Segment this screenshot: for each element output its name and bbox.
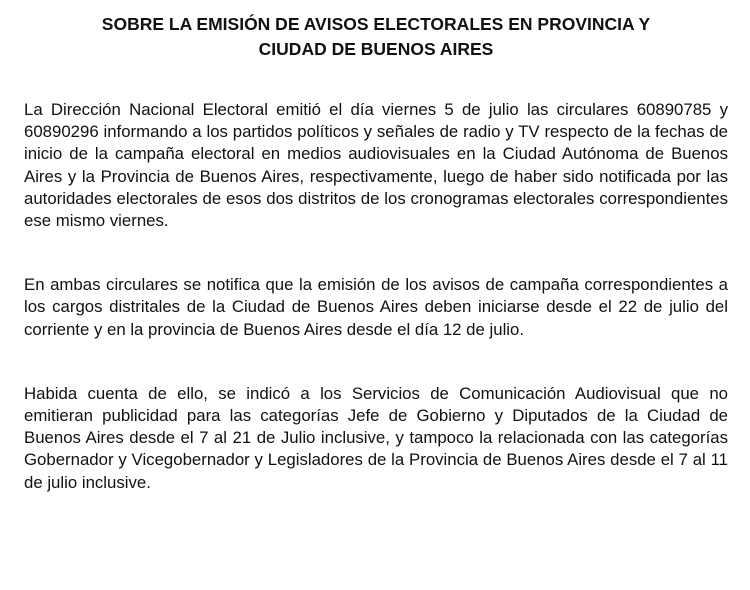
title-line-2: CIUDAD DE BUENOS AIRES (258, 39, 494, 59)
paragraph-2: En ambas circulares se notifica que la emisión de los avisos de campaña correspondientes a los cargos distritales de la Ciudad de Buenos Aires deben iniciarse desde el 22 de julio del corriente y en la provincia de Buenos Aires desde el día 12 de julio. (24, 275, 728, 339)
title-line-1: SOBRE LA EMISIÓN DE AVISOS ELECTORALES EN PROVINCIA Y (101, 14, 651, 34)
paragraph-1: La Dirección Nacional Electoral emitió el día viernes 5 de julio las circulares 60890785 y 60890296 informando a los partidos políticos y señales de radio y TV respecto de la fechas de inicio de la campaña electoral en medios audiovisuales en la Ciudad Autónoma de Buenos Aires y la Provincia de Buenos Aires, respectivamente, luego de haber sido notificada por las autoridades electorales de esos dos distritos de los cronogramas electorales correspondientes ese mismo viernes. (24, 100, 728, 231)
document-page (24, 0, 728, 494)
document-title (24, 12, 728, 62)
paragraph-3: Habida cuenta de ello, se indicó a los Servicios de Comunicación Audiovisual que no emitieran publicidad para las categorías Jefe de Gobierno y Diputados de la Ciudad de Buenos Aires desde el 7 al 21 de Julio inclusive, y tampoco la relacionada con las categorías Gobernador y Vicegobernador y Legisladores de la Provincia de Buenos Aires desde el 7 al 11 de julio inclusive. (24, 383, 728, 492)
